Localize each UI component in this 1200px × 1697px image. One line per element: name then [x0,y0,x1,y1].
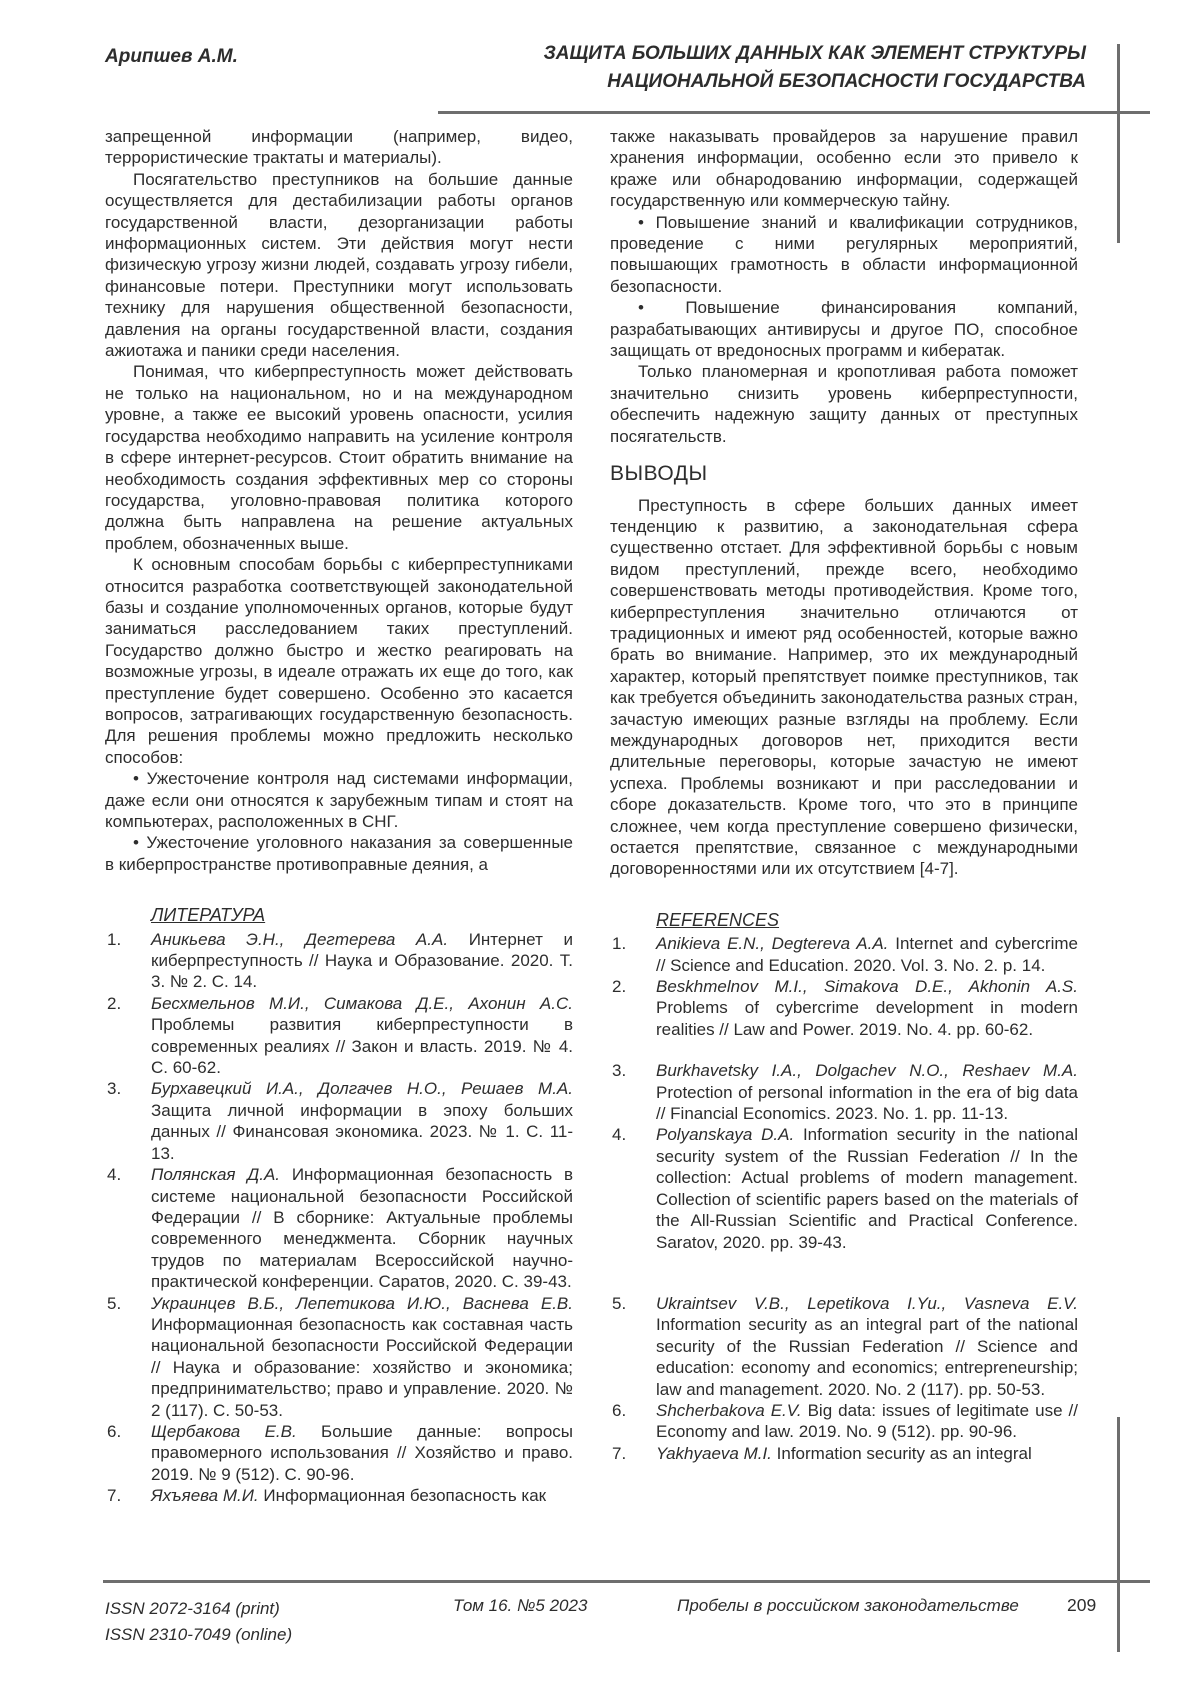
item-authors: Полянская Д.А. [151,1165,281,1185]
item-text: Большие данные: вопросы правомерного использования // Хозяйство и право. 2019. № 9 (512). С. 90-96. [151,1421,573,1484]
item-text: Problems of cybercrime development in modern realities // Law and Power. 2019. No. 4. pp. 60-62. [656,998,1078,1039]
reference-item [610,1400,1078,1443]
item-number: 5. [612,1293,627,1313]
item-number: 6. [612,1400,627,1420]
literature-item [105,1485,573,1506]
footer-issn-block [105,1596,292,1648]
literature-heading: ЛИТЕРАТУРА [151,905,266,926]
item-number: 7. [107,1486,122,1506]
footer-page-number: 209 [1067,1595,1097,1615]
article-title-line-1: ЗАЩИТА БОЛЬШИХ ДАННЫХ КАК ЭЛЕМЕНТ СТРУКТУРЫ [543,43,1086,64]
item-authors: Ukraintsev V.B., Lepetikova I.Yu., Vasneva E.V. [656,1293,1078,1313]
item-text: Big data: issues of legitimate use // Economy and law. 2019. No. 9 (512). pp. 90-96. [656,1400,1078,1442]
margin-vertical-line-top [1117,44,1120,243]
item-authors: Burkhavetsky I.A., Dolgachev N.O., Reshaev M.A. [656,1061,1078,1081]
item-text: Information security in the national security system of the Russian Federation // In the collection: Actual problems of modern management. Collection of scientific papers based on the materials of the All-Russian Scientific and Practical Conference. Saratov, 2020. pp. 39-43. [656,1125,1078,1252]
left-column [105,126,573,1507]
reference-item [610,1293,1078,1400]
issn-online: ISSN 2310-7049 (online) [105,1625,293,1644]
item-number: 2. [612,977,627,997]
bullet-paragraph: • Ужесточение контроля над системами информации, даже если они относятся к зарубежным типам и стоят на компьютерах, расположенных в СНГ. [105,769,573,831]
item-authors: Shcherbakova E.V. [656,1400,802,1420]
item-text: Protection of personal information in the era of big data // Financial Economics. 2023. No. 1. pp. 11-13. [656,1082,1078,1124]
body-paragraph: Понимая, что киберпреступность может действовать не только на национальном, но и на международном уровне, а также ее высокий уровень опасности, усилия государства необходимо направить на усиление контроля в сфере интернет-ресурсов. Стоит обратить внимание на необходимость создания эффективных мер со стороны государства, уголовно-правовая политика которого должна быть направлена на решение актуальных проблем, обозначенных выше. [105,362,573,553]
item-number: 2. [107,993,122,1013]
reference-item [610,1443,1078,1464]
body-paragraph: также наказывать провайдеров за нарушение правил хранения информации, особенно если это привело к краже или обнародованию информации, содержащей государственную или коммерческую тайну. [610,127,1078,211]
item-number: 1. [612,934,627,954]
literature-item [105,929,573,993]
references-list [610,933,1078,1464]
conclusions-heading: ВЫВОДЫ [610,462,708,486]
item-authors: Аникьева Э.Н., Дегтерева А.А. [151,929,449,949]
issn-print: ISSN 2072-3164 (print) [105,1599,280,1618]
body-paragraph: Только планомерная и кропотливая работа поможет значительно снизить уровень киберпреступности, обеспечить надежную защиту данных от преступных посягательств. [610,362,1078,446]
item-number: 3. [612,1061,627,1081]
item-number: 7. [612,1443,627,1463]
item-text: Интернет и киберпреступность // Наука и Образование. 2020. Т. 3. № 2. С. 14. [151,929,573,992]
footer-journal-name: Пробелы в российском законодательстве [677,1596,1019,1615]
body-paragraph: запрещенной информации (например, видео, террористические трактаты и материалы). [105,127,573,168]
item-number: 1. [107,929,122,949]
references-heading: REFERENCES [656,909,780,930]
literature-list [105,929,573,1507]
item-authors: Бесхмельнов М.И., Симакова Д.Е., Ахонин А.С. [151,993,573,1013]
reference-item [610,1060,1078,1124]
reference-item [610,1124,1078,1252]
bullet-paragraph: • Ужесточение уголовного наказания за совершенные в киберпространстве противоправные деяния, а [105,833,573,874]
body-paragraph: К основным способам борьбы с киберпреступниками относится разработка соответствующей законодательной базы и создание уполномоченных органов, которые будут заниматься расследованием таких преступлений. Государство должно быстро и жестко реагировать на возможные угрозы, в идеале отражать их еще до того, как преступление будет совершено. Особенно это касается вопросов, затрагивающих государственную безопасность. Для решения проблемы можно предложить несколько способов: [105,555,573,767]
article-title-line-2: НАЦИОНАЛЬНОЙ БЕЗОПАСНОСТИ ГОСУДАРСТВА [607,71,1086,92]
item-authors: Бурхавецкий И.А., Долгачев Н.О., Решаев М.А. [151,1079,573,1099]
item-text: Information security as an integral part of the national security of the Russian Federation // Science and education: economy and economics; entrepreneurship; law and management. 2020. No. 2 (117). pp. 50-53. [656,1315,1078,1399]
bullet-paragraph: • Повышение финансирования компаний, разрабатывающих антивирусы и другое ПО, способное защищать от вредоносных программ и кибератак. [610,298,1078,361]
literature-item [105,1421,573,1485]
item-number: 4. [612,1125,627,1145]
literature-item [105,993,573,1079]
item-authors: Украинцев В.Б., Лепетикова И.Ю., Васнева Е.В. [151,1293,573,1313]
footer-rule [103,1580,1150,1583]
bullet-paragraph: • Повышение знаний и квалификации сотрудников, проведение с ними регулярных мероприятий, повышающих грамотность в области информационной безопасности. [610,212,1078,296]
item-authors: Щербакова Е.В. [151,1421,297,1441]
article-body [105,126,1078,1507]
item-text: Internet and cybercrime // Science and Education. 2020. Vol. 3. No. 2. p. 14. [656,934,1078,975]
item-text: Информационная безопасность как составная часть национальной безопасности Российской Федерации // Наука и образование: хозяйство и экономика; предпринимательство; право и управление. 2020. № 2 (117). С. 50-53. [151,1314,573,1420]
item-authors: Beskhmelnov M.I., Simakova D.E., Akhonin A.S. [656,977,1078,997]
item-text: Информационная безопасность как [263,1486,547,1506]
article-title [544,40,1086,96]
literature-item [105,1293,573,1421]
page-header-author: Арипшев А.М. [105,46,238,67]
item-authors: Anikieva E.N., Degtereva A.A. [656,934,889,954]
item-number: 4. [107,1165,122,1185]
right-column [610,126,1078,1507]
item-number: 5. [107,1293,122,1313]
reference-item [610,933,1078,976]
item-authors: Polyanskaya D.A. [656,1125,795,1145]
conclusions-paragraph: Преступность в сфере больших данных имеет тенденцию к развитию, а законодательная сфера существенно отстает. Для эффективной борьбы с новым видом преступлений, прежде всего, необходимо совершенствовать методы противодействия. Кроме того, киберпреступления значительно отличаются от традиционных и имеют ряд особенностей, которые важно брать во внимание. Например, это их международный характер, который препятствует поимке преступников, так как требуется объединить законодательства разных стран, зачастую имеющих разные взгляды на проблему. Если международных договоров нет, приходится вести длительные переговоры, которые зачастую не имеют успеха. Проблемы возникают и при расследовании и сборе доказательств. Кроме того, что это в принципе сложнее, чем когда преступление совершено физически, остается препятствие, связанное с международными договоренностями или их отсутствием [4-7]. [610,495,1078,879]
item-number: 3. [107,1079,122,1099]
item-authors: Яхъяева М.И. [151,1486,259,1506]
item-text: Информационная безопасность в системе национальной безопасности Российской Федерации // В сборнике: Актуальные проблемы современного менеджмента. Сборник научных трудов по материалам Всероссийской научно-практической конференции. Саратов, 2020. С. 39-43. [151,1165,573,1292]
header-rule [438,111,1150,114]
item-number: 6. [107,1421,122,1441]
reference-item [610,976,1078,1040]
item-text: Information security as an integral [776,1443,1032,1463]
literature-item [105,1164,573,1292]
item-text: Проблемы развития киберпреступности в современных реалиях // Закон и власть. 2019. № 4. С. 60-62. [151,1015,573,1078]
item-authors: Yakhyaeva M.I. [656,1443,772,1463]
body-paragraph: Посягательство преступников на большие данные осуществляется для дестабилизации работы органов государственной власти, дезорганизации работы информационных систем. Эти действия могут нести физическую угрозу жизни людей, создавать угрозу гибели, финансовые потери. Преступники могут использовать технику для нарушения общественной безопасности, давления на органы государственной власти, создания ажиотажа и паники среди населения. [105,169,573,361]
footer-volume-issue: Том 16. №5 2023 [453,1596,588,1615]
literature-item [105,1078,573,1164]
margin-vertical-line-bottom [1117,1417,1120,1652]
item-text: Защита личной информации в эпоху больших данных // Финансовая экономика. 2023. № 1. С. 11-13. [151,1100,573,1163]
